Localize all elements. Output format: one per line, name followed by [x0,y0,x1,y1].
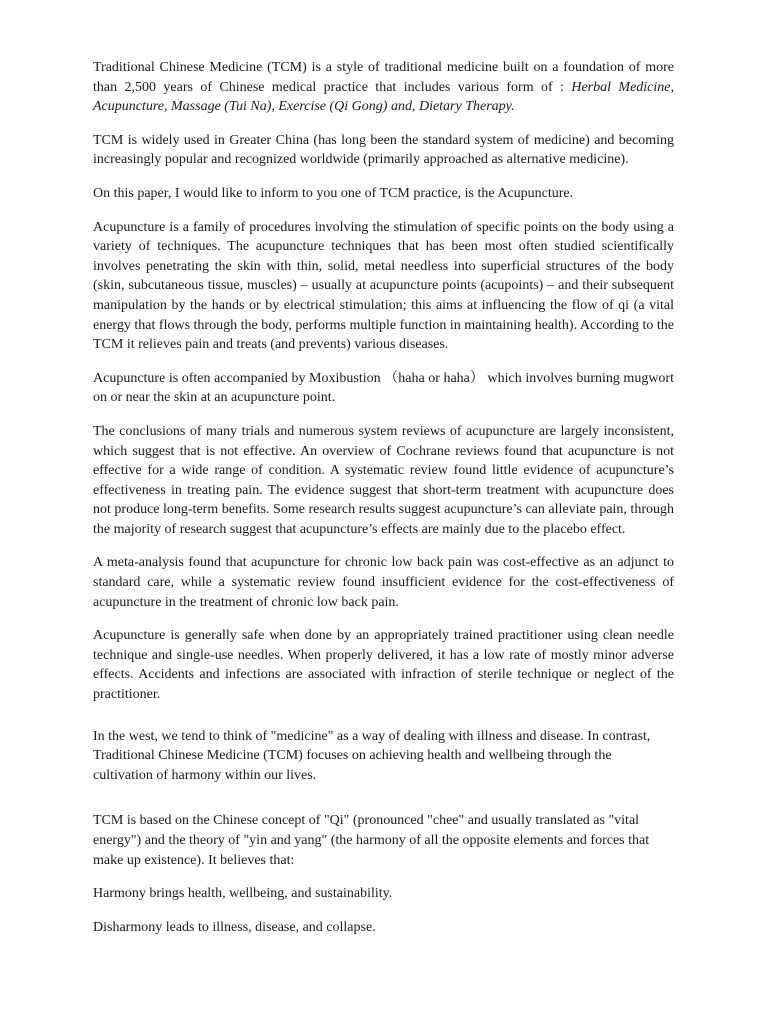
paragraph-tcm-intro-practices: Herbal Medicine, Acupuncture, Massage (Tui Na), Exercise (Qi Gong) and, Dietary Therapy. [93,79,674,115]
paragraph-tcm-intro-text: Traditional Chinese Medicine (TCM) is a style of traditional medicine built on a foundation of more than 2,500 years of Chinese medical practice that includes various form of : [93,60,674,95]
document-page [93,58,674,951]
paragraph-harmony: Harmony brings health, wellbeing, and sustainability. [93,886,393,902]
paragraph-west-medicine: In the west, we tend to think of "medicine" as a way of dealing with illness and disease. In contrast, Traditional Chinese Medicine (TCM) focuses on achieving health and wellbeing through the cultivation of harmony within our lives. [93,728,651,783]
paragraph-disharmony: Disharmony leads to illness, disease, and collapse. [93,919,376,935]
paragraph-qi-concept: TCM is based on the Chinese concept of "Qi" (pronounced "chee" and usually translated as "vital energy") and the theory of "yin and yang" (the harmony of all the opposite elements and forces that make up existence). It believes that: [93,813,650,868]
paragraph-meta-analysis: A meta-analysis found that acupuncture for chronic low back pain was cost-effective as an adjunct to standard care, while a systematic review found insufficient evidence for the cost-effectiveness of acupuncture in the treatment of chronic low back pain. [93,555,674,610]
paragraph-paper-purpose: On this paper, I would like to inform to you one of TCM practice, is the Acupuncture. [93,185,574,201]
paragraph-trial-conclusions: The conclusions of many trials and numerous system reviews of acupuncture are largely inconsistent, which suggest that is not effective. An overview of Cochrane reviews found that acupuncture is not effective for a wide range of condition. A systematic review found little evidence of acupuncture’s effectiveness in treating pain. The evidence suggest that short-term treatment with acupuncture does not produce long-term benefits. Some research results suggest acupuncture’s can alleviate pain, through the majority of research suggest that acupuncture’s effects are mainly due to the placebo effect. [93,423,674,537]
paragraph-tcm-usage: TCM is widely used in Greater China (has long been the standard system of medicine) and becoming increasingly popular and recognized worldwide (primarily approached as alternative medicine). [93,132,674,168]
paragraph-safety: Acupuncture is generally safe when done by an appropriately trained practitioner using clean needle technique and single-use needles. When properly delivered, it has a low rate of mostly minor adverse effects. Accidents and infections are associated with infraction of sterile technique or neglect of the practitioner. [93,628,674,703]
paragraph-moxibustion: Acupuncture is often accompanied by Moxibustion （haha or haha） which involves burning mugwort on or near the skin at an acupuncture point. [93,370,674,406]
paragraph-acupuncture-definition: Acupuncture is a family of procedures involving the stimulation of specific points on the body using a variety of techniques. The acupuncture techniques that has been most often studied scientifically involves penetrating the skin with thin, solid, metal needless into superficial structures of the body (skin, subcutaneous tissue, muscles) – usually at acupuncture points (acupoints) – and their subsequent manipulation by the hands or by electrical stimulation; this aims at influencing the flow of qi (a vital energy that flows through the body, performs multiple function in maintaining health). According to the TCM it relieves pain and treats (and prevents) various diseases. [93,219,674,353]
paragraph-tcm-intro [93,58,674,117]
